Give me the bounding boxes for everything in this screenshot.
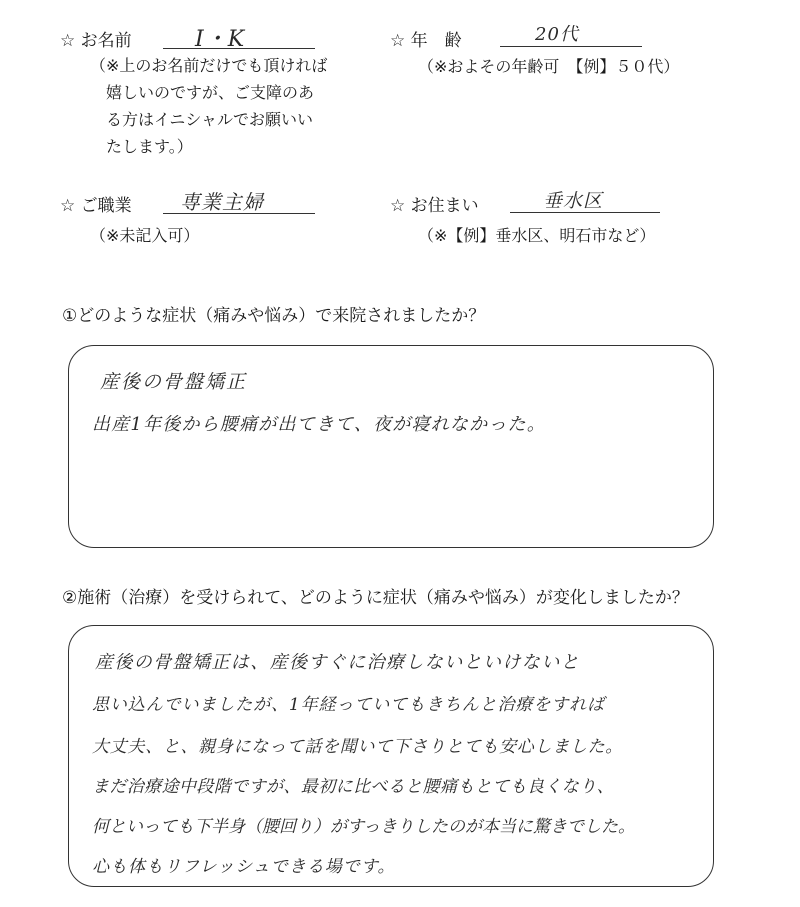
age-label: ☆ 年 齢 xyxy=(390,31,462,51)
question1-answer-line: 産後の骨盤矯正 xyxy=(100,371,248,393)
residence-value[interactable]: 垂水区 xyxy=(543,190,604,212)
question2-answer-line: 産後の骨盤矯正は、産後すぐに治療しないといけないと xyxy=(95,652,580,673)
question2-answer-line: 心も体もリフレッシュできる場です。 xyxy=(92,857,396,877)
name-label: ☆ お名前 xyxy=(60,31,132,51)
question2-text: ②施術（治療）を受けられて、どのように症状（痛みや悩み）が変化しましたか？ xyxy=(62,588,689,608)
question2-answer-line: 大丈夫、と、親身になって話を聞いて下さりとても安心しました。 xyxy=(92,737,623,757)
occupation-label: ☆ ご職業 xyxy=(60,196,132,216)
question1-text: ①どのような症状（痛みや悩み）で来院されましたか？ xyxy=(62,306,486,326)
question2-answer-line: 何といっても下半身（腰回り）がすっきりしたのが本当に驚きでした。 xyxy=(92,817,635,837)
name-note-line: たします。） xyxy=(106,137,193,156)
name-note-line: （※上のお名前だけでも頂ければ xyxy=(90,56,328,75)
age-note: （※およその年齢可 【例】５０代） xyxy=(418,57,680,76)
age-underline xyxy=(500,46,642,47)
occupation-value[interactable]: 専業主婦 xyxy=(180,190,264,214)
name-value[interactable]: I・K xyxy=(195,27,246,52)
question2-answer-line: 思い込んでいましたが、1年経っていてもきちんと治療をすれば xyxy=(92,695,605,715)
question2-answer-line: まだ治療途中段階ですが、最初に比べると腰痛もとても良くなり、 xyxy=(92,777,614,797)
residence-label: ☆ お住まい xyxy=(390,196,479,216)
occupation-note: （※未記入可） xyxy=(90,226,200,245)
name-note xyxy=(90,52,327,160)
residence-note: （※【例】垂水区、明石市など） xyxy=(418,226,656,245)
question1-answer-line: 出産1年後から腰痛が出てきて、夜が寝れなかった。 xyxy=(92,414,546,435)
name-note-line: る方はイニシャルでお願いい xyxy=(106,110,314,129)
age-value[interactable]: 20代 xyxy=(535,24,579,45)
name-note-line: 嬉しいのですが、ご支障のあ xyxy=(106,83,315,102)
